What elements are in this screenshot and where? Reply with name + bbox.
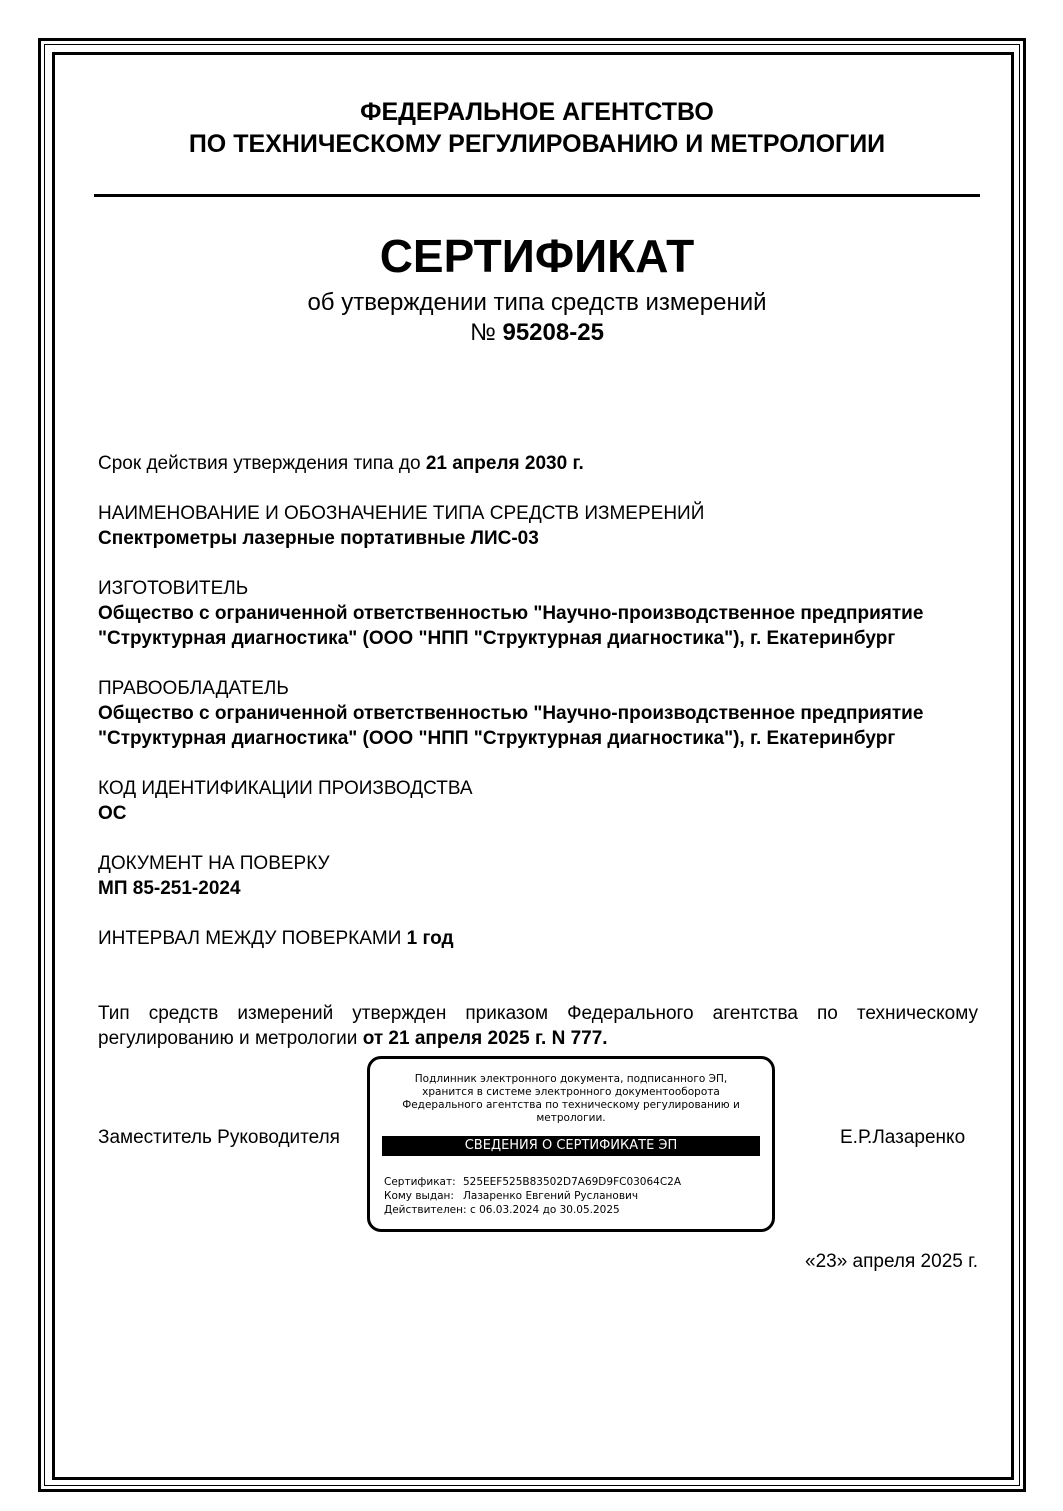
manufacturer-line1: Общество с ограниченной ответственностью "Научно-производственное предприятие	[98, 603, 924, 624]
stamp-certificate-value: 525EEF525B83502D7A69D9FC03064C2A	[463, 1176, 682, 1188]
production-code-heading: КОД ИДЕНТИФИКАЦИИ ПРОИЗВОДСТВА	[98, 778, 473, 799]
interval-value: 1 год	[406, 928, 454, 949]
stamp-issued-row	[384, 1190, 638, 1203]
signer-role: Заместитель Руководителя	[98, 1127, 340, 1148]
manufacturer-heading: ИЗГОТОВИТЕЛЬ	[98, 578, 249, 599]
holder-heading: ПРАВООБЛАДАТЕЛЬ	[98, 678, 289, 699]
verification-doc-value: МП 85-251-2024	[98, 878, 241, 899]
holder-line1: Общество с ограниченной ответственностью "Научно-производственное предприятие	[98, 703, 924, 724]
certificate-number	[94, 318, 980, 348]
stamp-valid-row	[384, 1204, 620, 1217]
agency-name-line1: ФЕДЕРАЛЬНОЕ АГЕНТСТВО	[360, 98, 714, 126]
manufacturer-line2: "Структурная диагностика" (ООО "НПП "Структурная диагностика"), г. Екатеринбург	[98, 628, 896, 649]
signer-name: Е.Р.Лазаренко	[840, 1127, 966, 1148]
stamp-certificate-label: Сертификат:	[384, 1176, 456, 1188]
name-value: Спектрометры лазерные портативные ЛИС-03	[98, 528, 539, 549]
validity-date: 21 апреля 2030 г.	[425, 453, 584, 474]
stamp-valid-value: с 06.03.2024 до 30.05.2025	[470, 1204, 620, 1216]
interval-label: ИНТЕРВАЛ МЕЖДУ ПОВЕРКАМИ	[98, 928, 407, 949]
certificate-number-prefix: №	[470, 319, 503, 346]
stamp-title-bar: СВЕДЕНИЯ О СЕРТИФИКАТЕ ЭП	[382, 1136, 760, 1156]
validity-label: Срок действия утверждения типа до	[98, 453, 426, 474]
certificate-title: СЕРТИФИКАТ	[379, 230, 695, 282]
stamp-header-line3: Федерального агентства по техническому регулированию и	[402, 1099, 740, 1111]
order-paragraph	[98, 1001, 978, 1051]
issue-date: «23» апреля 2025 г.	[805, 1251, 978, 1272]
stamp-valid-label: Действителен:	[384, 1204, 467, 1216]
stamp-header	[390, 1073, 752, 1125]
stamp-header-line2: хранится в системе электронного документооборота	[422, 1086, 720, 1098]
stamp-issued-value: Лазаренко Евгений Русланович	[463, 1190, 639, 1202]
agency-name-line2: ПО ТЕХНИЧЕСКОМУ РЕГУЛИРОВАНИЮ И МЕТРОЛОГИИ	[188, 130, 886, 158]
validity-line	[98, 451, 978, 476]
order-reference: от 21 апреля 2025 г. N 777.	[362, 1028, 608, 1049]
holder-line2: "Структурная диагностика" (ООО "НПП "Структурная диагностика"), г. Екатеринбург	[98, 728, 896, 749]
electronic-signature-stamp	[367, 1056, 775, 1232]
interval-line	[98, 926, 978, 951]
production-code-value: ОС	[98, 803, 127, 824]
verification-doc-heading: ДОКУМЕНТ НА ПОВЕРКУ	[98, 853, 330, 874]
header-divider	[94, 194, 980, 197]
name-heading: НАИМЕНОВАНИЕ И ОБОЗНАЧЕНИЕ ТИПА СРЕДСТВ ИЗМЕРЕНИЙ	[98, 503, 705, 524]
stamp-certificate-row	[384, 1176, 681, 1189]
stamp-header-line1: Подлинник электронного документа, подписанного ЭП,	[414, 1073, 728, 1085]
certificate-number-value: 95208-25	[502, 319, 604, 346]
stamp-header-line4: метрологии.	[536, 1112, 606, 1124]
certificate-subtitle: об утверждении типа средств измерений	[307, 289, 767, 316]
order-text: Тип средств измерений утвержден приказом Федерального агентства по техническому регулированию и метрологии	[98, 1003, 978, 1049]
stamp-issued-label: Кому выдан:	[384, 1190, 454, 1202]
